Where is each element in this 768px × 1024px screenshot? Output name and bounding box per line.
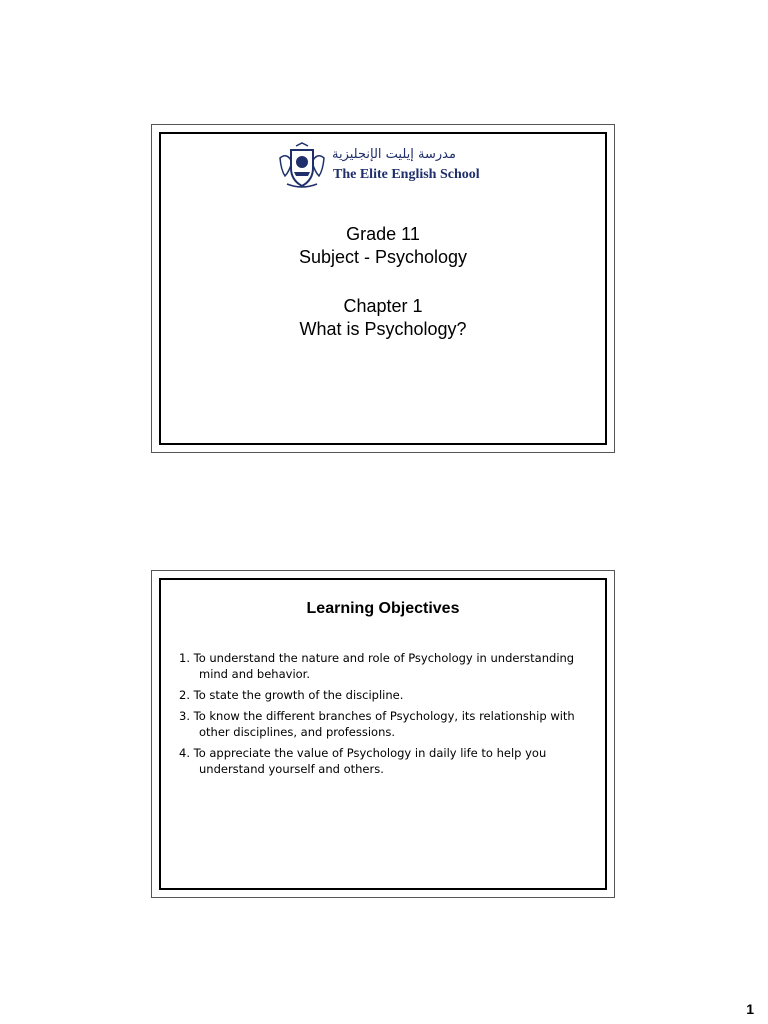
slide-title [151, 124, 615, 453]
chapter-block [161, 295, 605, 341]
chapter-label: Chapter 1 [343, 296, 423, 316]
objective-item: 3. To know the different branches of Psychology, its relationship with other disciplines, and professions. [179, 709, 575, 739]
objective-item: 2. To state the growth of the discipline. [179, 688, 404, 702]
slide-title-frame [159, 132, 607, 445]
school-crest-icon [277, 142, 327, 192]
grade-subject-block [161, 223, 605, 269]
objective-item: 4. To appreciate the value of Psychology in daily life to help you understand yourself and others. [179, 746, 547, 776]
slide-objectives-frame [159, 578, 607, 890]
page-number: 1 [746, 1001, 754, 1017]
school-logo [277, 142, 507, 192]
subject-label: Subject - Psychology [298, 247, 468, 267]
slide-objectives [151, 570, 615, 898]
school-name-arabic: مدرسة إيليت الإنجليزية [332, 147, 456, 162]
grade-label: Grade 11 [346, 224, 420, 244]
school-name-english: The Elite English School [333, 167, 480, 182]
objectives-list [179, 650, 595, 782]
chapter-title: What is Psychology? [299, 319, 467, 339]
objective-item: 1. To understand the nature and role of Psychology in understanding mind and behavior. [179, 651, 575, 681]
objectives-heading: Learning Objectives [306, 600, 460, 617]
